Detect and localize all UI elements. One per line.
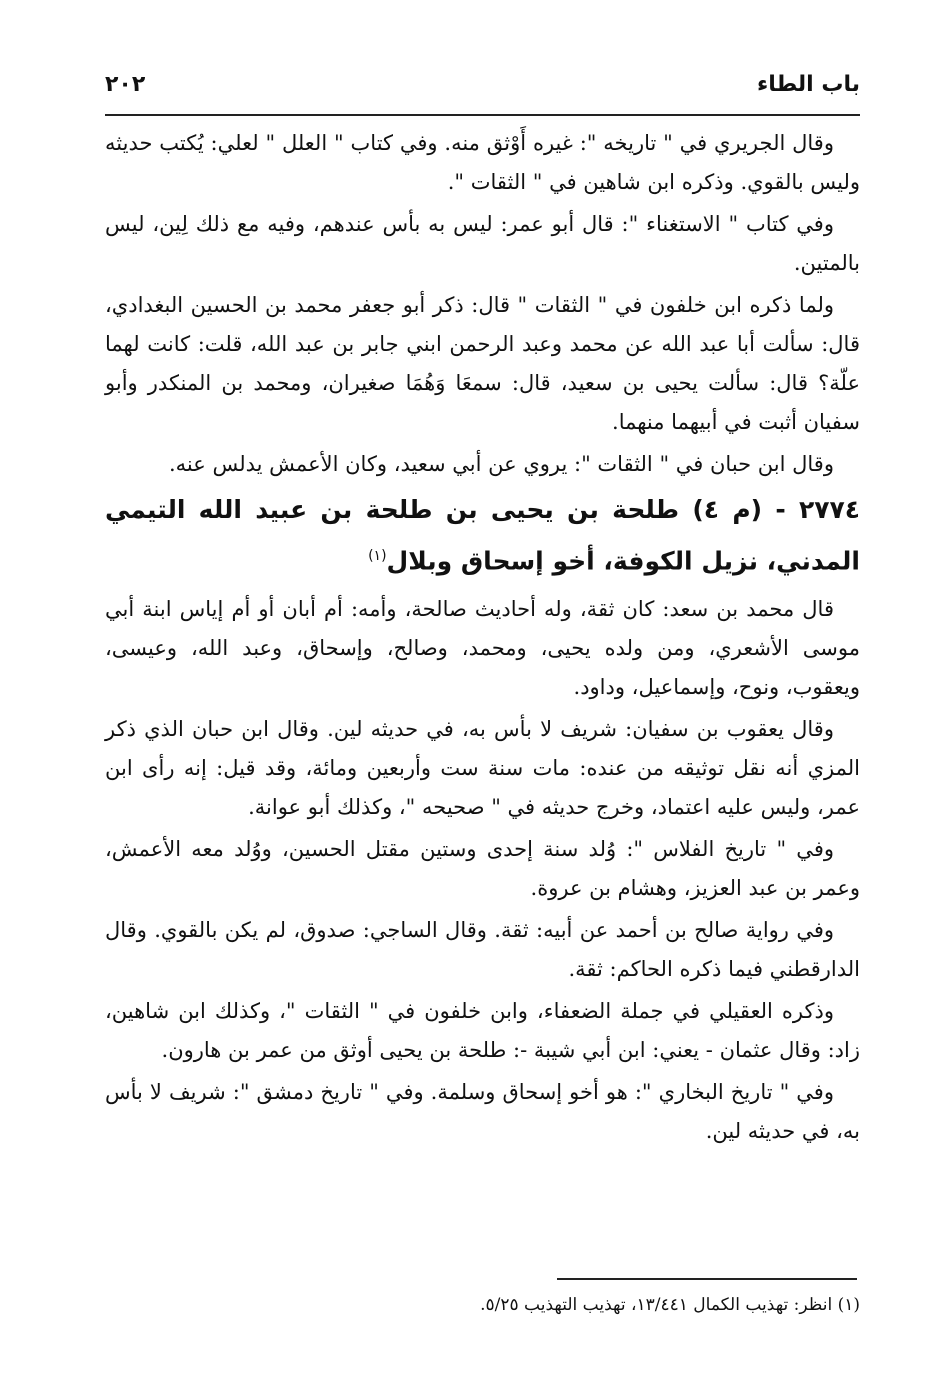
paragraph: قال محمد بن سعد: كان ثقة، وله أحاديث صالحة، وأمه: أم أبان أو أم إياس ابنة أبي موسى الأشعري، ومن ولده يحيى، ومحمد، وصالح، وإسحاق، وعبد الله، وعيسى، ويعقوب، ونوح، وإسماعيل، وداود. [105,597,860,700]
footnote-marker: (١) [368,548,387,564]
paragraph: وفي رواية صالح بن أحمد عن أبيه: ثقة. وقال الساجي: صدوق، لم يكن بالقوي. وقال الدارقطني فيما ذكره الحاكم: ثقة. [105,918,860,982]
paragraph: وقال ابن حبان في " الثقات ": يروي عن أبي سعيد، وكان الأعمش يدلس عنه. [168,452,834,476]
header-divider [105,114,860,116]
page-body [105,124,860,1154]
paragraph: وفي " تاريخ الفلاس ": وُلد سنة إحدى وستين مقتل الحسين، ووُلد معه الأعمش، وعمر بن عبد العزيز، وهشام بن عروة. [105,837,860,901]
paragraph: ولما ذكره ابن خلفون في " الثقات " قال: ذكر أبو جعفر محمد بن الحسين البغدادي، قال: سألت أبا عبد الله عن محمد وعبد الرحمن ابني جابر بن عبد الله، قلت: كانت لهما علّة؟ قال: سألت يحيى بن سعيد، قال: سمعَا وَهُمَا صغيران، ومحمد بن المنكدر وأبو سفيان أثبت في أبيهما منهما. [105,293,860,434]
paragraph: وقال يعقوب بن سفيان: شريف لا بأس به، في حديثه لين. وقال ابن حبان الذي ذكر المزي أنه نقل توثيقه من عنده: مات سنة ست وأربعين ومائة، وقد قيل: إنه رأى ابن عمر، وليس عليه اعتماد، وخرج حديثه في " صحيحه "، وكذلك أبو عوانة. [105,717,860,820]
entry-heading-text: ٢٧٧٤ - (م ٤) طلحة بن يحيى بن طلحة بن عبيد الله التيمي المدني، نزيل الكوفة، أخو إسحاق وبلال [105,495,860,576]
entry-heading [105,487,860,584]
page-header [105,72,860,108]
footnote-divider [557,1278,857,1280]
chapter-title: باب الطاء [756,72,860,97]
paragraph: وذكره العقيلي في جملة الضعفاء، وابن خلفون في " الثقات "، وكذلك ابن شاهين، زاد: وقال عثمان - يعني: ابن أبي شيبة -: طلحة بن يحيى أوثق من عمر بن هارون. [105,999,860,1063]
page-number: ٢٠٢ [105,72,146,97]
footnote: (١) انظر: تهذيب الكمال ١٣/٤٤١، تهذيب التهذيب ٥/٢٥. [480,1295,860,1315]
paragraph: وقال الجريري في " تاريخه ": غيره أَوْثق منه. وفي كتاب " العلل " لعلي: يُكتب حديثه وليس بالقوي. وذكره ابن شاهين في " الثقات ". [105,131,860,194]
paragraph: وفي كتاب " الاستغناء ": قال أبو عمر: ليس به بأس عندهم، وفيه مع ذلك لِين، ليس بالمتين. [105,212,860,275]
paragraph: وفي " تاريخ البخاري ": هو أخو إسحاق وسلمة. وفي " تاريخ دمشق ": شريف لا بأس به، في حديثه لين. [105,1080,860,1144]
